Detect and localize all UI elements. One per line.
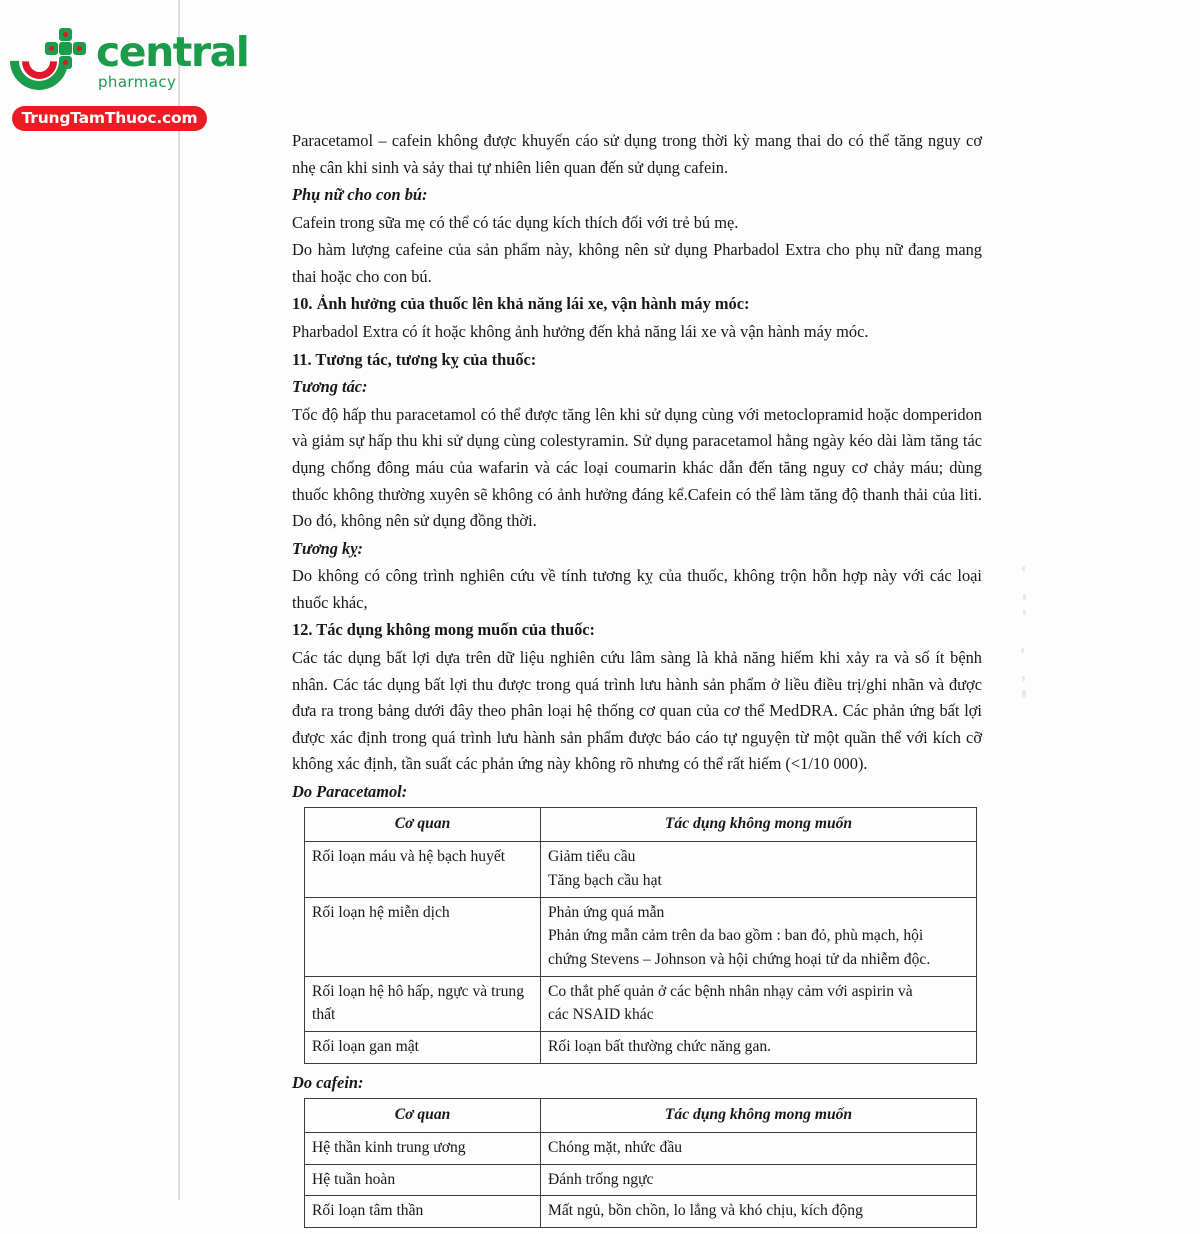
site-ribbon: TrungTamThuoc.com [12, 106, 207, 131]
heading-section-10: 10. Ảnh hưởng của thuốc lên khả năng lái xe, vận hành máy móc: [292, 294, 750, 314]
paragraph-incompatibility: Do không có công trình nghiên cứu về tính tương kỵ của thuốc, không trộn hỗn hợp này với các loại thuốc khác, [292, 566, 982, 612]
central-pharmacy-logo-icon [8, 24, 90, 98]
scan-speck [1023, 594, 1026, 600]
table-row [305, 1031, 977, 1063]
caption-table-cafein: Do cafein: [292, 1072, 364, 1092]
paragraph-interaction: Tốc độ hấp thu paracetamol có thể được tăng lên khi sử dụng cùng với metoclopramid hoặc domperidon và giảm sự hấp thu khi sử dụng cùng colestyramin. Sử dụng paracetamol hằng ngày kéo dài làm tăng tác dụng chống đông máu của wafarin và các loại coumarin khác dẫn đến tăng nguy cơ chảy máu; dùng thuốc không thường xuyên sẽ không có ảnh hưởng đáng kể.Cafein có thể làm tăng độ thanh thải của liti. Do đó, không nên sử dụng đồng thời. [292, 404, 982, 531]
cell-organ: Hệ thần kinh trung ương [305, 1132, 541, 1164]
heading-breastfeeding: Phụ nữ cho con bú: [292, 185, 428, 205]
cell-effects [541, 842, 977, 897]
heading-interaction: Tương tác: [292, 377, 368, 397]
column-header-effect: Tác dụng không mong muốn [541, 808, 977, 842]
effect-line: Co thắt phế quản ở các bệnh nhân nhạy cảm với aspirin và [548, 982, 913, 1000]
cell-effects [541, 897, 977, 976]
brand-watermark [8, 22, 249, 131]
effect-line: Phản ứng quá mẫn [548, 903, 665, 921]
effect-line: các NSAID khác [548, 1006, 654, 1024]
scan-speck [1023, 610, 1026, 615]
cell-organ: Rối loạn hệ miễn dịch [305, 897, 541, 976]
effect-line: Rối loạn bất thường chức năng gan. [548, 1037, 772, 1055]
logo-name: central [96, 28, 249, 76]
table-row [305, 897, 977, 976]
logo-tagline: pharmacy [98, 73, 177, 91]
cell-effects: Đánh trống ngực [541, 1164, 977, 1196]
column-header-effect: Tác dụng không mong muốn [541, 1099, 977, 1133]
table-adr-paracetamol [304, 807, 977, 1063]
cell-effects: Mất ngủ, bồn chồn, lo lắng và khó chịu, kích động [541, 1196, 977, 1228]
effect-line: Phản ứng mẫn cảm trên da bao gồm : ban đỏ, phù mạch, hội [548, 927, 924, 945]
effect-line: Giảm tiểu cầu [548, 848, 636, 866]
leaflet-text-column [292, 128, 982, 1234]
heading-section-11: 11. Tương tác, tương kỵ của thuốc: [292, 349, 537, 369]
cell-effects: Chóng mặt, nhức đầu [541, 1132, 977, 1164]
cell-organ: Hệ tuần hoàn [305, 1164, 541, 1196]
scan-speck [1022, 676, 1025, 681]
cell-organ: Rối loạn hệ hô hấp, ngực và trung thất [305, 976, 541, 1031]
table-header-row [305, 808, 977, 842]
logo-wordmark [96, 28, 249, 91]
scan-speck [1021, 648, 1024, 653]
table-row [305, 842, 977, 897]
paragraph-section-10: Pharbadol Extra có ít hoặc không ảnh hưởng đến khả năng lái xe và vận hành máy móc. [292, 322, 869, 342]
table-row [305, 1196, 977, 1228]
column-header-organ: Cơ quan [305, 808, 541, 842]
column-header-organ: Cơ quan [305, 1099, 541, 1133]
cell-effects [541, 1031, 977, 1063]
cell-organ: Rối loạn tâm thần [305, 1196, 541, 1228]
cell-organ: Rối loạn máu và hệ bạch huyết [305, 842, 541, 897]
paragraph-section-12: Các tác dụng bất lợi dựa trên dữ liệu nghiên cứu lâm sàng là khả năng hiếm khi xảy ra và số ít bệnh nhân. Các tác dụng bất lợi thu được trong quá trình lưu hành sản phẩm ở liều điều trị/ghi nhãn và được đưa ra trong bảng dưới đây theo phân loại hệ thống cơ quan của cơ thể MedDRA. Các phản ứng bất lợi được xác định trong quá trình lưu hành sản phẩm được báo cáo tự nguyện từ một quần thể với kích cỡ không xác định, tần suất các phản ứng này không rõ nhưng có thể rất hiếm (<1/10 000). [292, 647, 982, 774]
scan-speck [1022, 566, 1025, 571]
table-row [305, 976, 977, 1031]
cell-organ: Rối loạn gan mật [305, 1031, 541, 1063]
heading-section-12: 12. Tác dụng không mong muốn của thuốc: [292, 620, 596, 640]
caption-table-paracetamol: Do Paracetamol: [292, 781, 408, 801]
heading-incompatibility: Tương kỵ: [292, 538, 363, 558]
table-header-row [305, 1099, 977, 1133]
logo-row [8, 22, 249, 100]
paragraph-breastfeeding-1: Cafein trong sữa mẹ có thể có tác dụng kích thích đối với trẻ bú mẹ. [292, 212, 739, 232]
table-adr-cafein [304, 1098, 977, 1228]
effect-line: Tăng bạch cầu hạt [548, 871, 662, 889]
table-row [305, 1132, 977, 1164]
cell-effects [541, 976, 977, 1031]
page-fold-line [178, 0, 180, 1200]
paragraph-breastfeeding-2: Do hàm lượng cafeine của sản phẩm này, không nên sử dụng Pharbadol Extra cho phụ nữ đang mang thai hoặc cho con bú. [292, 240, 982, 286]
table-row [305, 1164, 977, 1196]
paragraph-pregnancy-warning: Paracetamol – cafein không được khuyến cáo sử dụng trong thời kỳ mang thai do có thể tăng nguy cơ nhẹ cân khi sinh và sảy thai tự nhiên liên quan đến sử dụng cafein. [292, 131, 982, 177]
scan-speck [1022, 690, 1026, 697]
effect-line: chứng Stevens – Johnson và hội chứng hoại tử da nhiễm độc. [548, 950, 931, 968]
